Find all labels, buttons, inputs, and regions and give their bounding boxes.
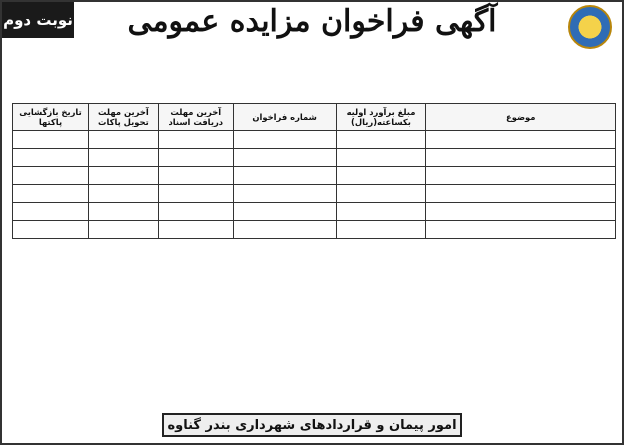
table-row (13, 185, 616, 203)
table-row (13, 167, 616, 185)
table-row (13, 131, 616, 149)
table-row (13, 203, 616, 221)
col-price: مبلغ برآورد اولیه بکساعته(ریال) (336, 104, 426, 131)
auction-table (12, 103, 616, 239)
col-subject: موضوع (426, 104, 616, 131)
col-opening-date: تاریخ بازگشایی پاکتها (13, 104, 89, 131)
col-code: شماره فراخوان (233, 104, 336, 131)
municipality-logo-icon (568, 5, 612, 49)
table-header-row (13, 104, 616, 131)
col-deadline-envelopes: آخرین مهلت تحویل پاکات (88, 104, 158, 131)
notice-title: آگهی فراخوان مزایده عمومی (127, 4, 497, 39)
table-row (13, 149, 616, 167)
col-deadline-docs: آخرین مهلت دریافت اسناد (158, 104, 233, 131)
issuer-footer: امور پیمان و قراردادهای شهرداری بندر گناوه (162, 413, 462, 437)
second-notice-ribbon: نوبت دوم (2, 2, 74, 38)
table-row (13, 221, 616, 239)
